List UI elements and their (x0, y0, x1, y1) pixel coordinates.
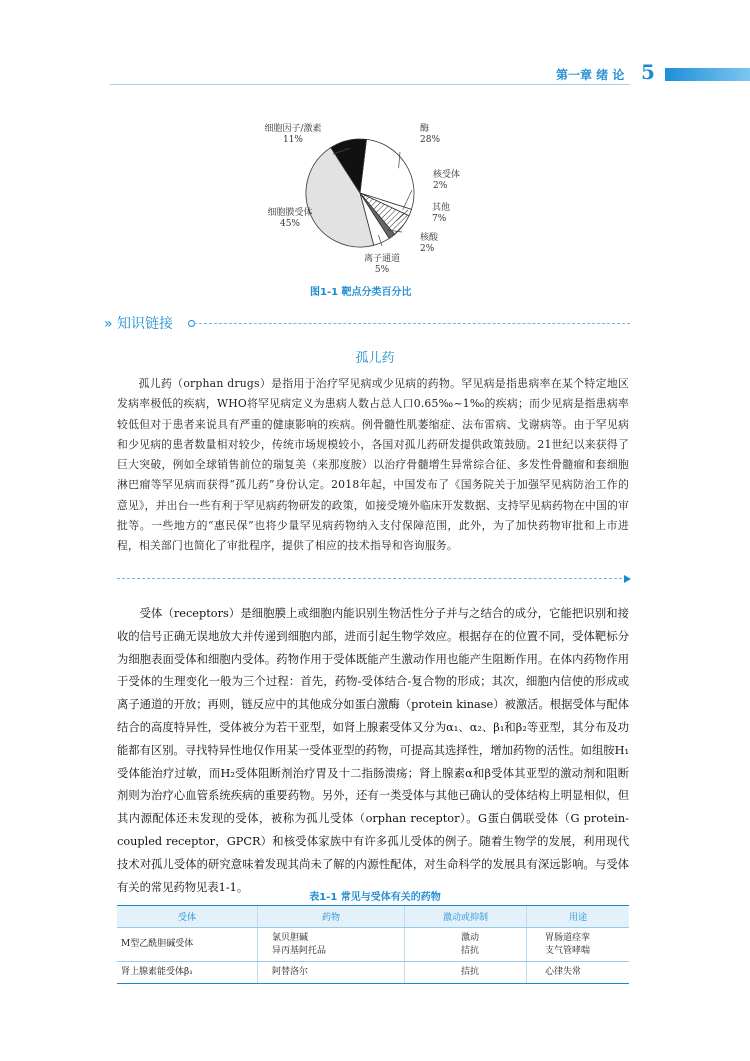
arrow-end-icon (624, 575, 631, 583)
knowledge-link-heading (104, 313, 173, 333)
column-header: 用途 (527, 906, 630, 928)
knowledge-link-title: 孤儿药 (355, 351, 395, 366)
table-header-row (117, 906, 629, 928)
cell-receptor: 肾上腺素能受体β₁ (117, 962, 258, 984)
body-paragraph: 受体（receptors）是细胞膜上或细胞内能识别生物活性分子并与之结合的成分，它能把识别和接收的信号正确无误地放大并传递到细胞内部，进而引起生物学效应。根据存在的位置不同，受体靶标分为细胞表面受体和细胞内受体。药物作用于受体既能产生激动作用也能产生阻断作用。在体内药物作用于受体的生理变化一般为三个过程：首先，药物-受体结合-复合物的形成；其次，细胞内信使的形成或离子通道的开放；再则，链反应中的其他成分如蛋白激酶（protein kinase）被激活。根据受体与配体结合的高度特异性，受体被分为若干亚型，如肾上腺素受体又分为α₁、α₂、β₁和β₂等亚型，其分布及功能都有区别。寻找特异性地仅作用某一受体亚型的药物，可提高其选择性，增加药物的活性。如组胺H₁受体能治疗过敏，而H₂受体阻断剂治疗胃及十二指肠溃疡；肾上腺素α和β受体其亚型的激动剂和阻断剂则为治疗心血管系统疾病的重要药物。另外，还有一类受体与其他已确认的受体结构上明显相似，但其内源配体还未发现的受体，被称为孤儿受体（orphan receptor）。G蛋白偶联受体（G protein-coupled receptor，GPCR）和核受体家族中有许多孤儿受体的例子。随着生物学的发展，利用现代技术对孤儿受体的研究意味着发现其尚未了解的内源性配体，对生命科学的发展具有深远影响。与受体有关的常见药物见表1-1。 (117, 607, 629, 894)
slice-label: 酶 28% (420, 124, 441, 145)
slice-label: 离子通道 5% (363, 254, 401, 275)
slice-label: 细胞膜受体 45% (267, 208, 313, 229)
cell-action: 拮抗 (405, 962, 527, 984)
box-bottom-dashed-rule (117, 578, 627, 579)
slice-label: 核酸 2% (420, 233, 439, 254)
cell-action: 激动 拮抗 (405, 928, 527, 962)
cell-use: 胃肠道痉挛 支气管哮喘 (527, 928, 630, 962)
table-caption: 表1-1 常见与受体有关的药物 (309, 892, 441, 903)
receptor-drug-table (117, 905, 629, 984)
cell-receptor: M型乙酰胆碱受体 (117, 928, 258, 962)
cell-use: 心律失常 (527, 962, 630, 984)
slice-label: 其他 7% (432, 203, 451, 224)
slice-label: 细胞因子/激素 11% (264, 124, 322, 145)
table-row (117, 962, 629, 984)
column-header: 药物 (258, 906, 405, 928)
chapter-title: 第一章 绪 论 (556, 68, 625, 82)
double-chevron-icon: » (104, 316, 113, 332)
cell-drug: 阿替洛尔 (258, 962, 405, 984)
cell-drug: 氯贝胆碱 异丙基阿托品 (258, 928, 405, 962)
heading-dashed-rule (194, 323, 630, 324)
knowledge-link-text: 孤儿药（orphan drugs）是指用于治疗罕见病或少见病的药物。罕见病是指患病率在某个特定地区发病率极低的疾病，WHO将罕见病定义为患病人数占总人口0.65‰~1‰的疾病；而少见病是指患病率较低但对于患者来说具有严重的健康影响的疾病。例骨髓性肌萎缩症、法布雷病、戈谢病等。由于罕见病和少见病的患者数量相对较少，传统市场规模较小，各国对孤儿药研发提供政策鼓励。21世纪以来获得了巨大突破，例如全球销售前位的瑞复美（来那度胺）以治疗骨髓增生异常综合征、多发性骨髓瘤和套细胞淋巴瘤等罕见病而获得“孤儿药”身份认定。2018年起，中国发布了《国务院关于加强罕见病防治工作的意见》，并出台一些有利于罕见病药物研发的政策，如接受境外临床开发数据、支持罕见病药物在中国的审批等。一些地方的“惠民保”也将少量罕见病药物纳入支付保障范围，此外，为了加快药物审批和上市进程，相关部门也简化了审批程序，提供了相应的技术指导和咨询服务。 (117, 377, 629, 553)
figure-caption: 图1-1 靶点分类百分比 (310, 287, 412, 298)
knowledge-link-label: 知识链接 (117, 316, 174, 332)
slice-label: 核受体 2% (433, 170, 461, 191)
table-row (117, 928, 629, 962)
column-header: 受体 (117, 906, 258, 928)
column-header: 激动或抑制 (405, 906, 527, 928)
page-number: 5 (641, 60, 655, 84)
pie-chart (0, 0, 750, 300)
